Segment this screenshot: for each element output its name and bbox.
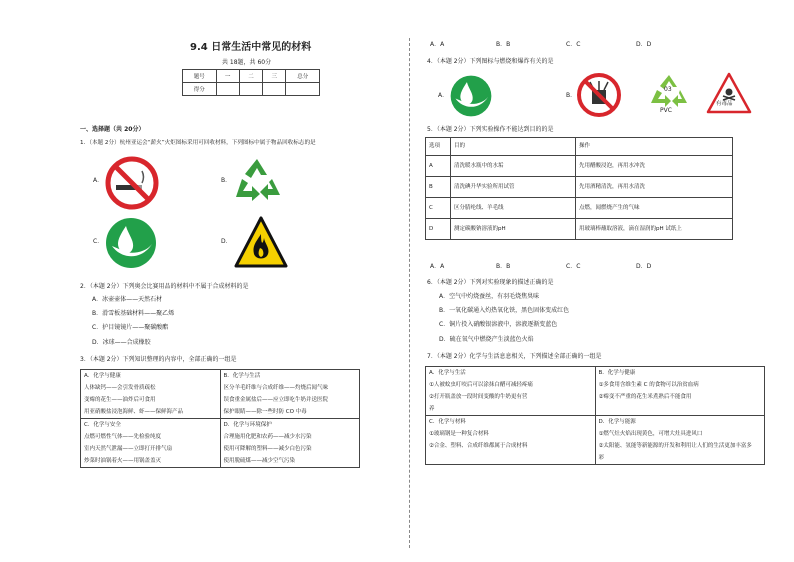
- no-smoking-icon: [104, 155, 160, 211]
- option-label: B．: [566, 92, 577, 99]
- cell-line: 区分羊毛纤维与合成纤维——灼烧后闻气味: [223, 385, 329, 391]
- answer-option[interactable]: B．B: [496, 263, 511, 270]
- water-saving-icon: [104, 216, 158, 270]
- flammable-warning-icon: [234, 216, 288, 268]
- score-cell: 一: [216, 70, 239, 83]
- cell-heading: C．化学与材料: [429, 419, 466, 425]
- question-7-stem: 7．（本题 2分）化学与生活息息相关，下列描述全部正确的一组是: [427, 353, 602, 360]
- option-2b[interactable]: B．滑雪板基础材料——聚乙烯: [92, 310, 175, 317]
- score-cell: 三: [263, 70, 286, 83]
- cell-line: ②太阳能、氢能等新能源的开发和利用让人们的生活更加丰富多: [598, 443, 752, 449]
- table-cell: D: [426, 219, 451, 240]
- option-2d[interactable]: D．冰球——合成橡胶: [92, 339, 151, 346]
- option-2a[interactable]: A．冰壶壶体——天然石材: [92, 296, 163, 303]
- table-header: 选项: [426, 138, 451, 156]
- q7-cell-a[interactable]: [426, 367, 596, 416]
- cell-heading: A．化学与生活: [429, 370, 466, 376]
- table-cell: C: [426, 198, 451, 219]
- page-title: 9.4 日常生活中常见的材料: [190, 42, 312, 53]
- no-fireworks-icon: [576, 72, 622, 118]
- table-row: [426, 219, 733, 240]
- table-cell: 先用醋酸浸泡，再用水冲洗: [576, 156, 733, 177]
- table-header-row: [426, 138, 733, 156]
- table-cell: 清洗碘升华实验所用试管: [451, 177, 576, 198]
- question-7-table: [425, 366, 765, 465]
- cell-line: ①玻璃钢是一种复合材料: [429, 431, 489, 437]
- cell-line: ①人被蚊虫叮咬后可以涂抹白醋可减轻疼痛: [429, 382, 533, 388]
- score-cell: 二: [239, 70, 262, 83]
- answer-option[interactable]: D．D: [636, 41, 652, 48]
- option-6d[interactable]: D．硫在氧气中燃烧产生淡蓝色火焰: [439, 336, 534, 343]
- cell-line: 人体缺钙——会引发骨质疏松: [84, 385, 156, 391]
- option-label: D．: [221, 238, 232, 245]
- table-header: 目的: [451, 138, 576, 156]
- cell-heading: D．化学与环境保护: [223, 422, 272, 428]
- water-saving-icon: [449, 74, 493, 118]
- table-row: [426, 198, 733, 219]
- q3-cell-c[interactable]: [81, 419, 221, 468]
- cell-line: 变霉的花生——油炸后可食用: [84, 397, 156, 403]
- answer-option[interactable]: C．C: [566, 263, 581, 270]
- score-value-row: [183, 83, 320, 96]
- option-6b[interactable]: B．一氧化碳通入灼热氧化铁，黑色固体变成红色: [439, 307, 570, 314]
- cell-line: ②合金、塑料、合成纤维都属于合成材料: [429, 443, 528, 449]
- cell-line: 室内天然气泄漏——立即打开排气扇: [84, 446, 173, 452]
- score-cell: 题号: [183, 70, 217, 83]
- score-input-cell[interactable]: [239, 83, 262, 96]
- cell-line: 养: [429, 406, 435, 412]
- option-label: C．: [93, 238, 104, 245]
- table-cell: 点燃，闻燃烧产生的气味: [576, 198, 733, 219]
- table-cell: 用玻璃棒蘸取溶液，滴在湿润的pH 试纸上: [576, 219, 733, 240]
- cell-line: 炒菜时油锅着火——用锅盖盖灭: [84, 458, 162, 464]
- cell-line: ①多食用含维生素 C 的食物可以治贫血病: [598, 382, 699, 388]
- table-row: [426, 156, 733, 177]
- cell-heading: A．化学与健康: [84, 373, 121, 379]
- page-subtitle: 共 18题，共 60分: [222, 59, 272, 66]
- cell-line: 使用脱硫煤——减少空气污染: [223, 458, 296, 464]
- cell-line: 合理施用化肥和农药——减少水污染: [223, 434, 312, 440]
- answer-option[interactable]: A．A: [430, 263, 445, 270]
- question-3-stem: 3．（本题 2分）下列知识整理的内容中，全部正确的一组是: [80, 356, 237, 363]
- pvc-label-text: PVC: [660, 107, 672, 114]
- cell-line: 使用可降解的塑料——减少白色污染: [223, 446, 312, 452]
- table-cell: 测定碳酸钠溶液的pH: [451, 219, 576, 240]
- question-1-stem: 1．（本题 2分）杭州亚运会“薪火”火炬图标采用可回收材料，下列图标中属于物品回收标志的是: [80, 140, 316, 146]
- score-cell: 总分: [286, 70, 320, 83]
- q3-cell-a[interactable]: [81, 370, 221, 419]
- question-2-stem: 2．（本题 2分）下列奥会比赛用品的材料中不属于合成材料的是: [80, 283, 249, 290]
- score-cell: 得分: [183, 83, 217, 96]
- answer-option[interactable]: B．B: [496, 41, 511, 48]
- toxic-label-text: 有毒品: [716, 101, 733, 107]
- q3-cell-b[interactable]: [220, 370, 360, 419]
- option-6c[interactable]: C．铜片投入硝酸银溶液中，溶液逐渐变蓝色: [439, 321, 558, 328]
- cell-heading: B．化学与生活: [223, 373, 261, 379]
- score-input-cell[interactable]: [216, 83, 239, 96]
- table-cell: 先用酒精清洗，再用水清洗: [576, 177, 733, 198]
- score-header-row: [183, 70, 320, 83]
- option-2c[interactable]: C．护目镜镜片——聚碳酸酯: [92, 324, 169, 331]
- answer-option[interactable]: C．C: [566, 41, 581, 48]
- option-label: B．: [221, 177, 232, 184]
- cell-heading: C．化学与安全: [84, 422, 121, 428]
- cell-line: 彩: [598, 455, 605, 461]
- question-5-stem: 5．（本题 2分）下列实验操作不能达到目的的是: [427, 126, 554, 133]
- q3-cell-d[interactable]: [220, 419, 360, 468]
- table-row: [426, 177, 733, 198]
- question-6-stem: 6．（本题 2分）下列对实验现象的描述正确的是: [427, 279, 554, 286]
- cell-line: 误食重金属盐后——应立即吃牛奶并送医院: [223, 397, 329, 403]
- cell-heading: B．化学与健康: [598, 370, 636, 376]
- table-cell: 区分腈纶线、羊毛线: [451, 198, 576, 219]
- score-input-cell[interactable]: [286, 83, 320, 96]
- question-3-table: [80, 369, 360, 468]
- option-label: A．: [438, 92, 449, 99]
- q7-cell-b[interactable]: [595, 367, 765, 416]
- score-table: [182, 69, 320, 96]
- cell-line: 保护眼睛——除一些时防 CO 中毒: [223, 409, 307, 415]
- table-cell: A: [426, 156, 451, 177]
- cell-line: ①燃气灶火焰出现黄色，可增大灶具进风口: [598, 431, 703, 437]
- table-header: 操作: [576, 138, 733, 156]
- q7-cell-c[interactable]: [426, 416, 596, 465]
- answer-option[interactable]: D．D: [636, 263, 652, 270]
- question-4-stem: 4．（本题 2分）下列图标与燃烧和爆炸有关的是: [427, 58, 554, 65]
- question-5-table: [425, 137, 733, 240]
- pvc-code-text: 03: [664, 86, 672, 93]
- q7-cell-d[interactable]: [595, 416, 765, 465]
- score-input-cell[interactable]: [263, 83, 286, 96]
- section-heading: 一、选择题（共 20分）: [80, 126, 145, 133]
- table-cell: B: [426, 177, 451, 198]
- cell-heading: D．化学与能源: [598, 419, 636, 425]
- cell-line: 点燃可燃性气体——先检验纯度: [84, 434, 162, 440]
- table-cell: 清洗暖水瓶中的水垢: [451, 156, 576, 177]
- cell-line: 用亚硝酸盐浸泡海鲜、虾——保鲜海产品: [84, 409, 184, 415]
- cell-line: ②打开瓶盖放一段时间变酸的牛奶更有营: [429, 394, 528, 400]
- answer-option[interactable]: A．A: [430, 41, 445, 48]
- cell-line: ②霉变不严重的花生米煮熟后不能食用: [598, 394, 692, 400]
- column-divider: [409, 38, 410, 548]
- recycle-icon: [232, 157, 282, 203]
- option-6a[interactable]: A．空气中灼烧蚕丝，有羽毛烧焦臭味: [439, 293, 540, 300]
- option-label: A．: [93, 177, 104, 184]
